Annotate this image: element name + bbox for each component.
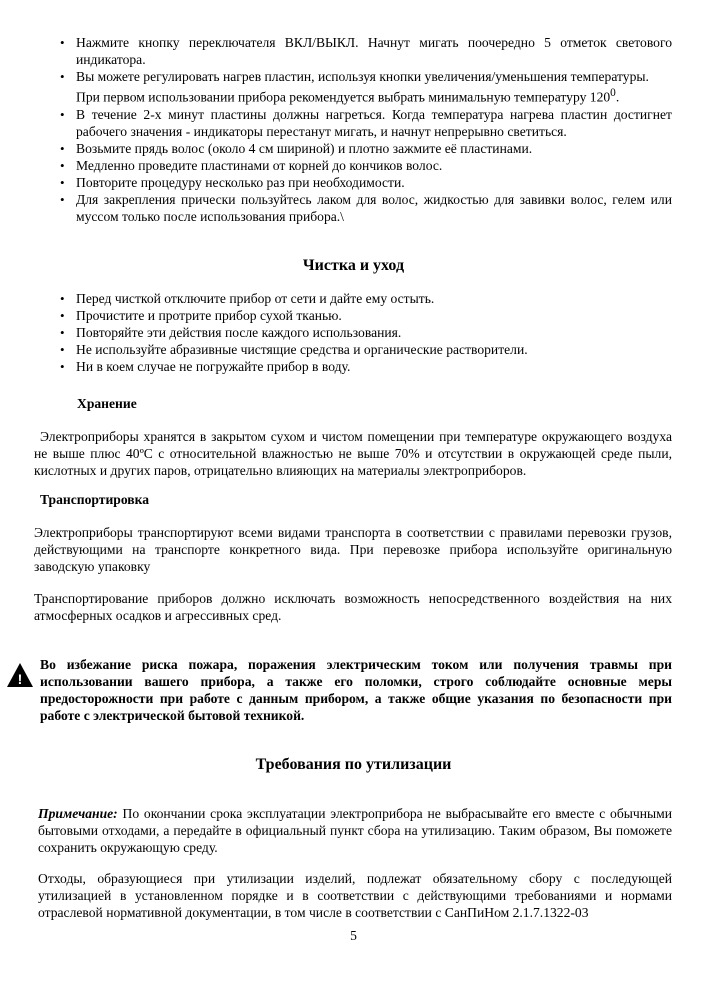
transport-paragraph-2: Транспортирование приборов должно исключать возможность непосредственного воздействия на них атмосферных осадков и агрессивных сред. bbox=[34, 591, 672, 623]
list-item: • Медленно проведите пластинами от корней до кончиков волос. bbox=[38, 157, 672, 174]
section-heading-storage: Хранение bbox=[77, 396, 137, 411]
warning-triangle-icon bbox=[6, 662, 34, 688]
transport-paragraph-1: Электроприборы транспортируют всеми видами транспорта в соответствии с правилами перевозки грузов, действующими на транспорте конкретного вида. При перевозке прибора используйте оригинальную заводскую упаковку bbox=[34, 525, 672, 574]
waste-paragraph: Отходы, образующиеся при утилизации изделий, подлежат обязательному сбору с последующей утилизацией в установленном порядке и в соответствии с действующими требованиями и нормами отраслевой нормативной документации, в том числе в соответствии с СанПиНом 2.1.7.1322-03 bbox=[38, 871, 672, 920]
list-item: • Прочистите и протрите прибор сухой тканью. bbox=[38, 307, 672, 324]
list-item: • Вы можете регулировать нагрев пластин, используя кнопки увеличения/уменьшения температуры. При первом использовании прибора рекомендуется выбрать минимальную температуру $120^0$. bbox=[38, 68, 672, 106]
storage-paragraph: Электроприборы хранятся в закрытом сухом и чистом помещении при температуре окружающего воздуха не выше плюс 40ºС с относительной влажностью не выше 70% и отсутствии в окружающей среде пыли, кислотных и других паров, отрицательно влияющих на материалы электроприборов. bbox=[34, 429, 672, 478]
list-item: • Перед чисткой отключите прибор от сети и дайте ему остыть. bbox=[38, 290, 672, 307]
list-item: • Ни в коем случае не погружайте прибор в воду. bbox=[38, 358, 672, 375]
list-item: • Повторите процедуру несколько раз при необходимости. bbox=[38, 174, 672, 191]
list-item: • В течение 2-х минут пластины должны нагреться. Когда температура нагрева пластин достигнет рабочего значения - индикаторы перестанут мигать, и начнут непрерывно светиться. bbox=[38, 106, 672, 140]
list-item: • Возьмите прядь волос (около 4 см шириной) и плотно зажмите её пластинами. bbox=[38, 140, 672, 157]
first-use-note: При первом использовании прибора рекомендуется выбрать минимальную температуру $120^0$. bbox=[76, 87, 620, 105]
safety-warning: Во избежание риска пожара, поражения электрическим током или получения травмы при использовании вашего прибора, а также его поломки, строго соблюдайте основные меры предосторожности при работе с данным прибором, а также общие указания по безопасности при работе с электрической бытовой техникой. bbox=[40, 657, 672, 723]
list-item: • Не используйте абразивные чистящие средства и органические растворители. bbox=[38, 341, 672, 358]
section-heading-cleaning: Чистка и уход bbox=[302, 257, 405, 274]
section-heading-disposal: Требования по утилизации bbox=[255, 756, 452, 773]
cleaning-bullet-list bbox=[38, 290, 672, 375]
note-label: Примечание: bbox=[38, 806, 118, 821]
list-item: • Нажмите кнопку переключателя ВКЛ/ВЫКЛ. Начнут мигать поочередно 5 отметок светового индикатора. bbox=[38, 34, 672, 68]
section-heading-transport: Транспортировка bbox=[40, 492, 150, 507]
usage-bullet-list bbox=[38, 34, 672, 225]
disposal-note: Примечание: По окончании срока эксплуатации электроприбора не выбрасывайте его вместе с обычными бытовыми отходами, а передайте в официальный пункт сбора на утилизацию. Таким образом, Вы поможете сохранить окружающую среду. bbox=[38, 806, 672, 855]
list-item: • Для закрепления прически пользуйтесь лаком для волос, жидкостью для завивки волос, гелем или муссом только после использования прибора.\ bbox=[38, 191, 672, 225]
list-item: • Повторяйте эти действия после каждого использования. bbox=[38, 324, 672, 341]
warning-icon-symbol: ! bbox=[17, 671, 23, 687]
page-number: 5 bbox=[350, 928, 357, 943]
